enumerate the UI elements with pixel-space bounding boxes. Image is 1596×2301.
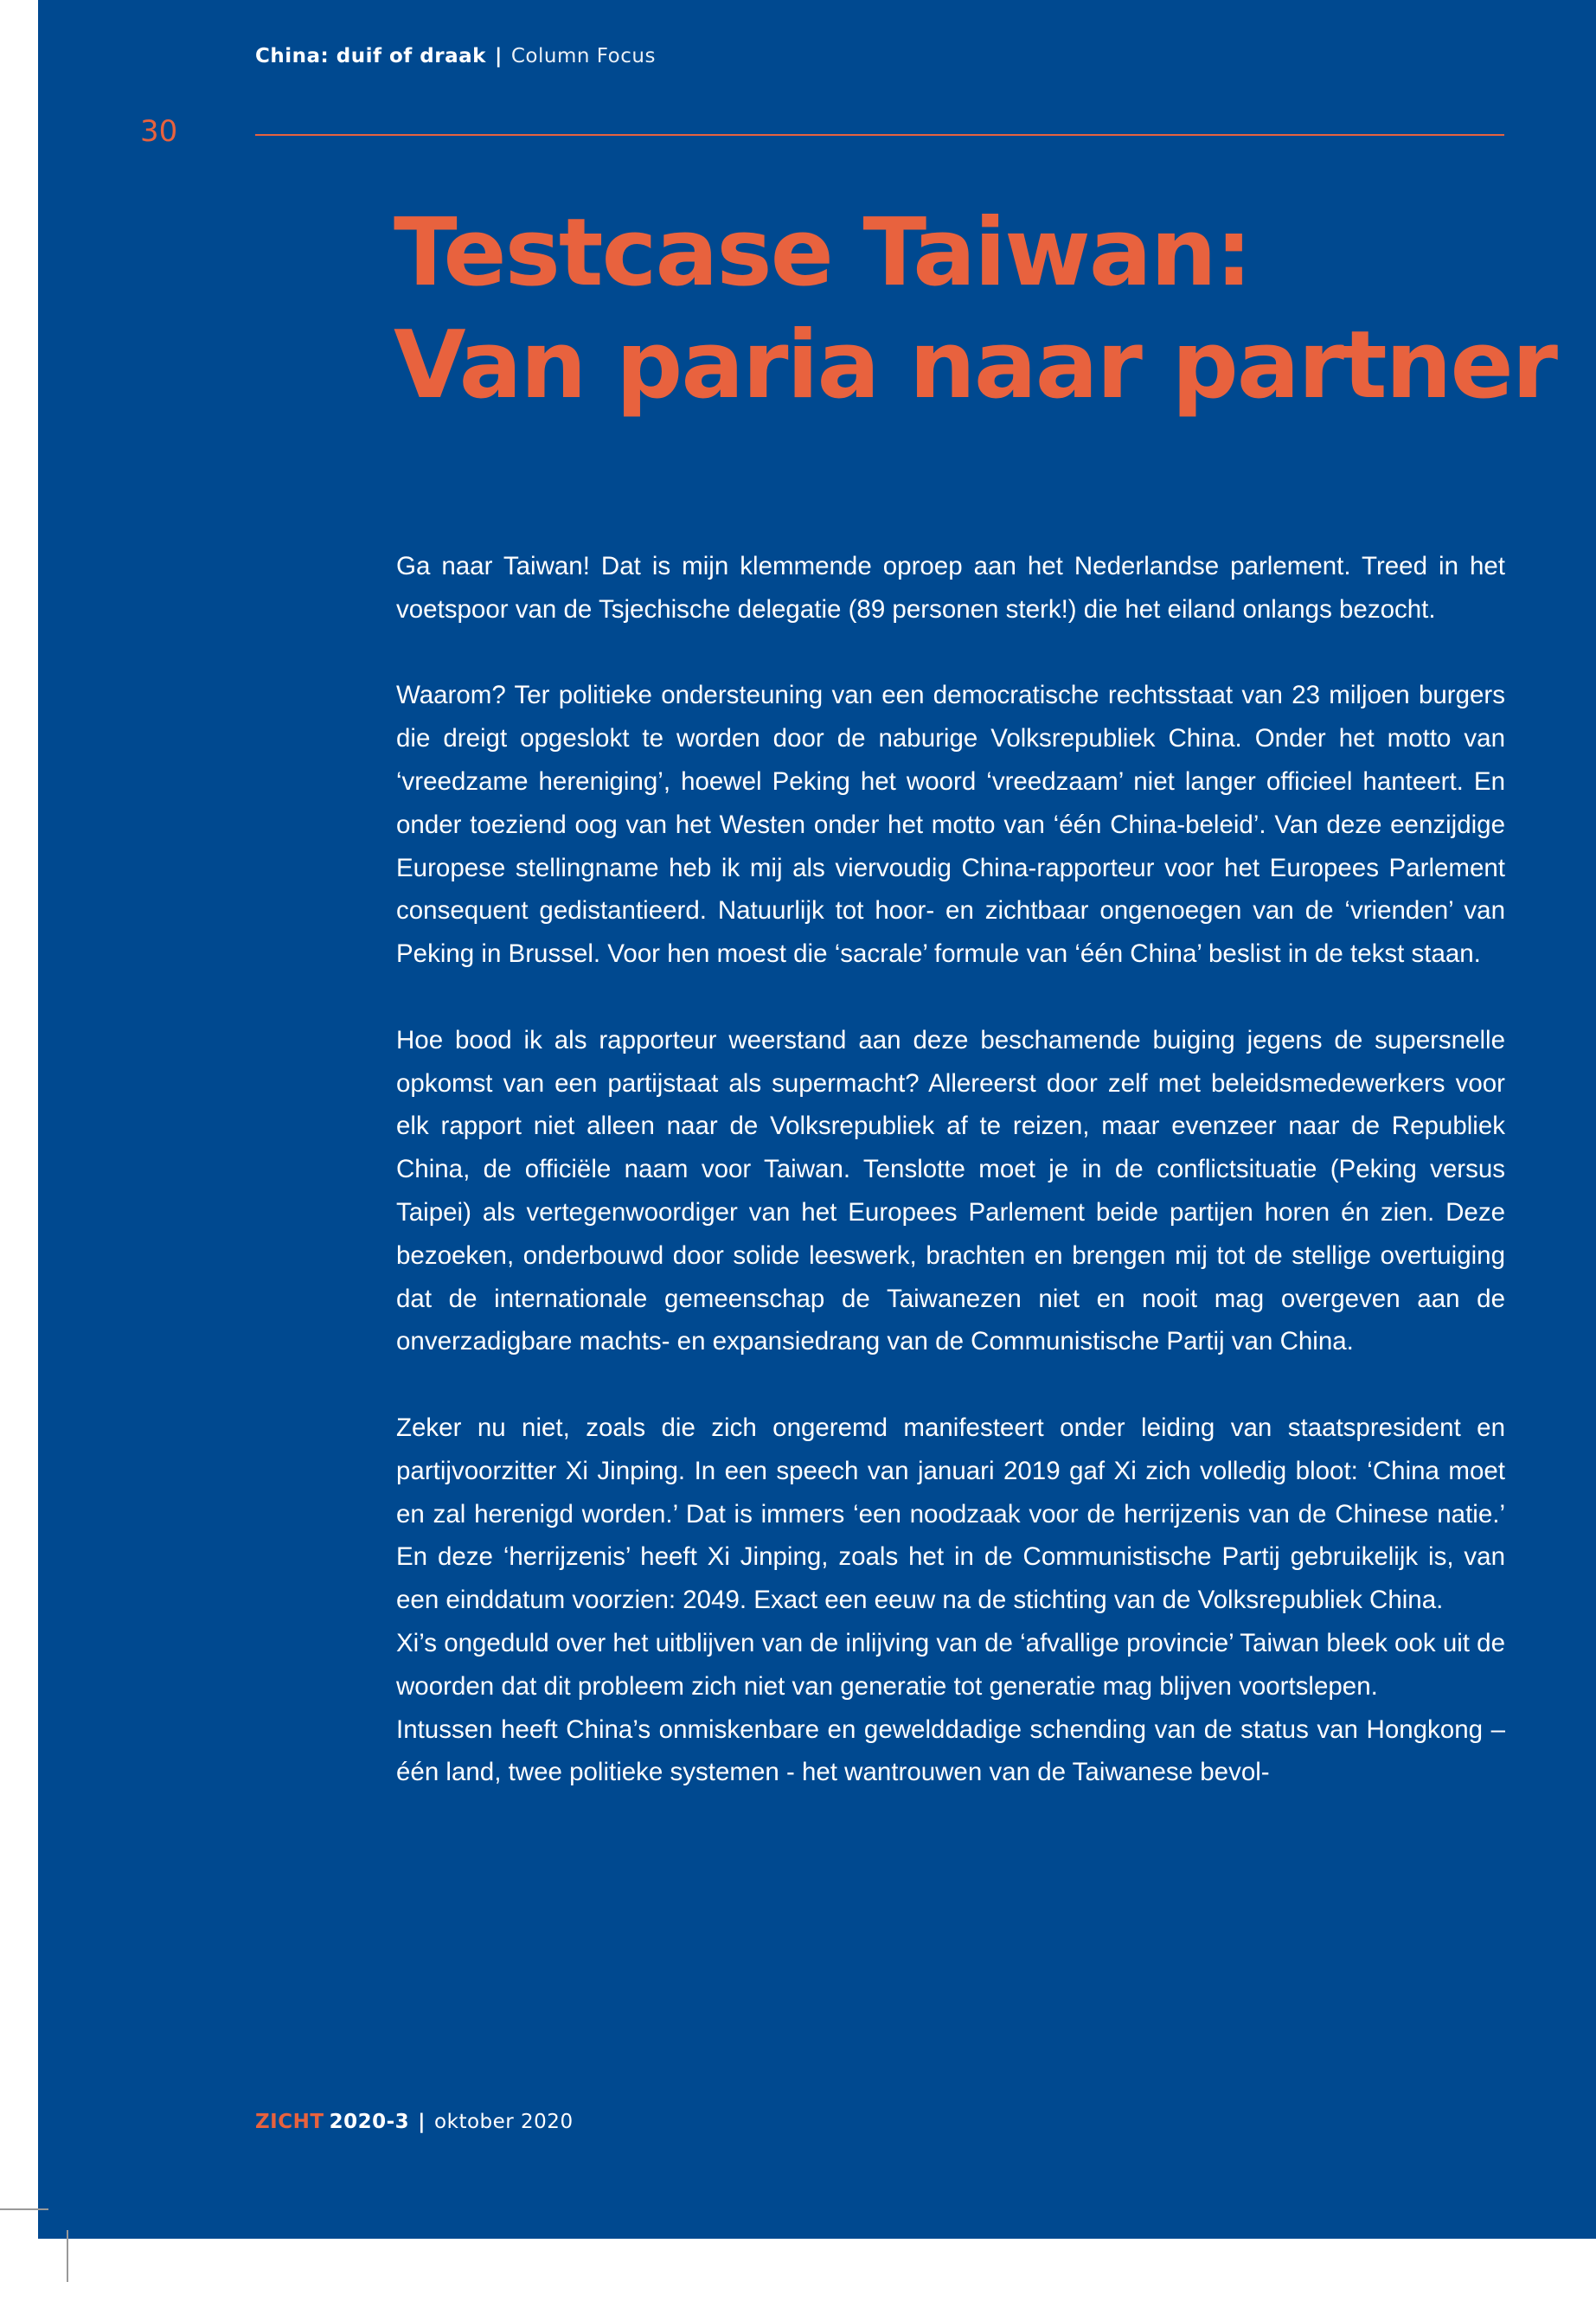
article-title <box>394 197 1556 422</box>
crop-mark-horizontal <box>0 2208 48 2210</box>
title-line-1: Testcase Taiwan: <box>394 199 1251 307</box>
header-category: Column Focus <box>510 45 656 67</box>
header-separator: | <box>494 45 503 67</box>
header-section: China: duif of draak <box>255 45 486 67</box>
article-body <box>396 545 1505 1794</box>
paragraph-3: Hoe bood ik als rapporteur weerstand aan deze beschamende buiging jegens de supersnelle opkomst van een partijstaat als supermacht? Allereerst door zelf met beleidsmedewerkers voor elk rapport niet alleen naar de Volksrepubliek af te reizen, maar evenzeer naar de Republiek China, de officiële naam voor Taiwan. Tenslotte moet je in de conflictsituatie (Peking versus Taipei) als vertegenwoordiger van het Europees Parlement beide partijen horen én zien. Deze bezoeken, onderbouwd door solide leeswerk, brachten en brengen mij tot de stellige overtuiging dat de internationale gemeenschap de Taiwanezen niet en nooit mag overgeven aan de onverzadigbare machts- en expansiedrang van de Communistische Partij van China. <box>396 1025 1505 1356</box>
paragraph-4: Zeker nu niet, zoals die zich ongeremd manifesteert onder leiding van staatspresident en partijvoorzitter Xi Jinping. In een speech van januari 2019 gaf Xi zich volledig bloot: ‘China moet en zal herenigd worden.’ Dat is immers ‘een noodzaak voor de herrijzenis van de Chinese natie.’ En deze ‘herrijzenis’ heeft Xi Jinping, zoals het in de Communistische Partij gebruikelijk is, van een einddatum voorzien: 2049. Exact een eeuw na de stichting van de Volksrepubliek China. <box>396 1413 1505 1615</box>
paragraph-5: Xi’s ongeduld over het uitblijven van de inlijving van de ‘afvallige provincie’ Taiwan bleek ook uit de woorden dat dit probleem zich niet van generatie tot generatie mag blijven voortslepen. <box>396 1628 1505 1701</box>
paragraph-2: Waarom? Ter politieke ondersteuning van een democratische rechtsstaat van 23 miljoen burgers die dreigt opgeslokt te worden door de naburige Volksrepubliek China. Onder het motto van ‘vreedzame hereniging’, hoewel Peking het woord ‘vreedzaam’ niet langer officieel hanteert. En onder toeziend oog van het Westen onder het motto van ‘één China-beleid’. Van deze eenzijdige Europese stellingname heb ik mij als viervoudig China-rapporteur voor het Europees Parlement consequent gedistantieerd. Natuurlijk tot hoor- en zichtbaar ongenoegen van de ‘vrienden’ van Peking in Brussel. Voor hen moest die ‘sacrale’ formule van ‘één China’ beslist in de tekst staan. <box>396 681 1505 969</box>
title-line-2: Van paria naar partner <box>394 311 1556 420</box>
page-number: 30 <box>140 114 178 149</box>
page-footer <box>255 2111 574 2133</box>
crop-mark-vertical <box>67 2230 68 2282</box>
header-rule <box>255 134 1504 136</box>
footer-brand: ZICHT <box>255 2111 324 2133</box>
footer-separator: | <box>418 2111 426 2133</box>
paragraph-1: Ga naar Taiwan! Dat is mijn klemmende oproep aan het Nederlandse parlement. Treed in het voetspoor van de Tsjechische delegatie (89 personen sterk!) die het eiland onlangs bezocht. <box>396 552 1505 624</box>
footer-date: oktober 2020 <box>434 2111 574 2133</box>
paragraph-6: Intussen heeft China’s onmiskenbare en gewelddadige schending van de status van Hongkong – één land, twee politieke systemen - het wantrouwen van de Taiwanese bevol- <box>396 1715 1505 1787</box>
running-header <box>255 45 656 67</box>
footer-issue: 2020-3 <box>329 2111 410 2133</box>
